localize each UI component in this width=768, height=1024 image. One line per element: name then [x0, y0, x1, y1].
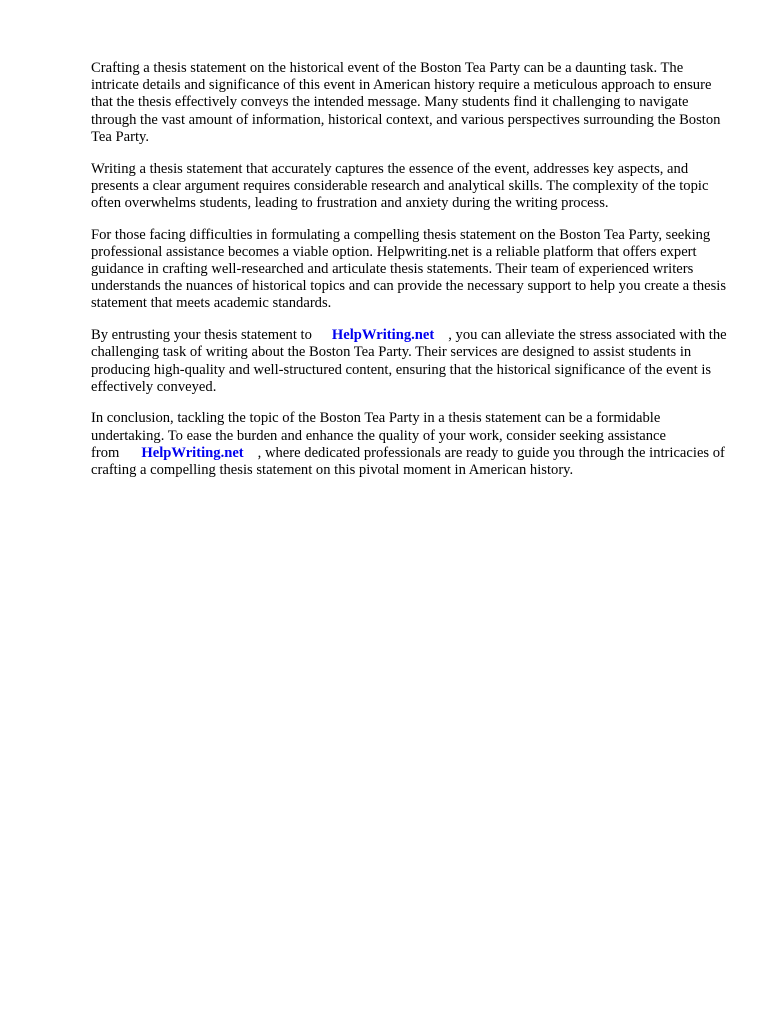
paragraph-5-text-after: , where dedicated professionals are ready to guide you through the intricacies of crafting a compelling thesis statement on this pivotal moment in American history. [91, 444, 725, 479]
paragraph-3 [91, 227, 727, 313]
helpwriting-link[interactable]: HelpWriting.net [141, 444, 244, 461]
paragraph-1-text: Crafting a thesis statement on the historical event of the Boston Tea Party can be a daunting task. The intricate details and significance of this event in American history require a meticulous approach to ensure that the thesis effectively conveys the intended message. Many students find it challenging to navigate through the vast amount of information, historical context, and various perspectives surrounding the Boston Tea Party. [91, 60, 721, 145]
paragraph-2 [91, 161, 727, 213]
paragraph-4-text-before: By entrusting your thesis statement to [91, 327, 312, 344]
paragraph-4 [91, 327, 727, 396]
paragraph-2-text: Writing a thesis statement that accurately captures the essence of the event, addresses key aspects, and presents a clear argument requires considerable research and analytical skills. The complexity of the topic often overwhelms students, leading to frustration and anxiety during the writing process. [91, 160, 709, 211]
paragraph-5-text-before: In conclusion, tackling the topic of the Boston Tea Party in a thesis statement can be a formidable undertaking. To ease the burden and enhance the quality of your work, consider seeking assistance from [91, 410, 666, 461]
helpwriting-link[interactable]: HelpWriting.net [331, 327, 435, 344]
paragraph-1 [91, 60, 727, 146]
paragraph-5 [91, 410, 727, 479]
document-body [91, 60, 727, 494]
paragraph-4-text-after: , you can alleviate the stress associated with the challenging task of writing about the Boston Tea Party. Their services are designed to assist students in producing high-quality and well-structured content, ensuring that the historical significance of the event is effectively conveyed. [91, 327, 727, 395]
paragraph-3-text: For those facing difficulties in formulating a compelling thesis statement on the Boston Tea Party, seeking professional assistance becomes a viable option. Helpwriting.net is a reliable platform that offers expert guidance in crafting well-researched and articulate thesis statements. Their team of experienced writers understands the nuances of historical topics and can provide the necessary support to help you create a thesis statement that meets academic standards. [91, 226, 727, 312]
